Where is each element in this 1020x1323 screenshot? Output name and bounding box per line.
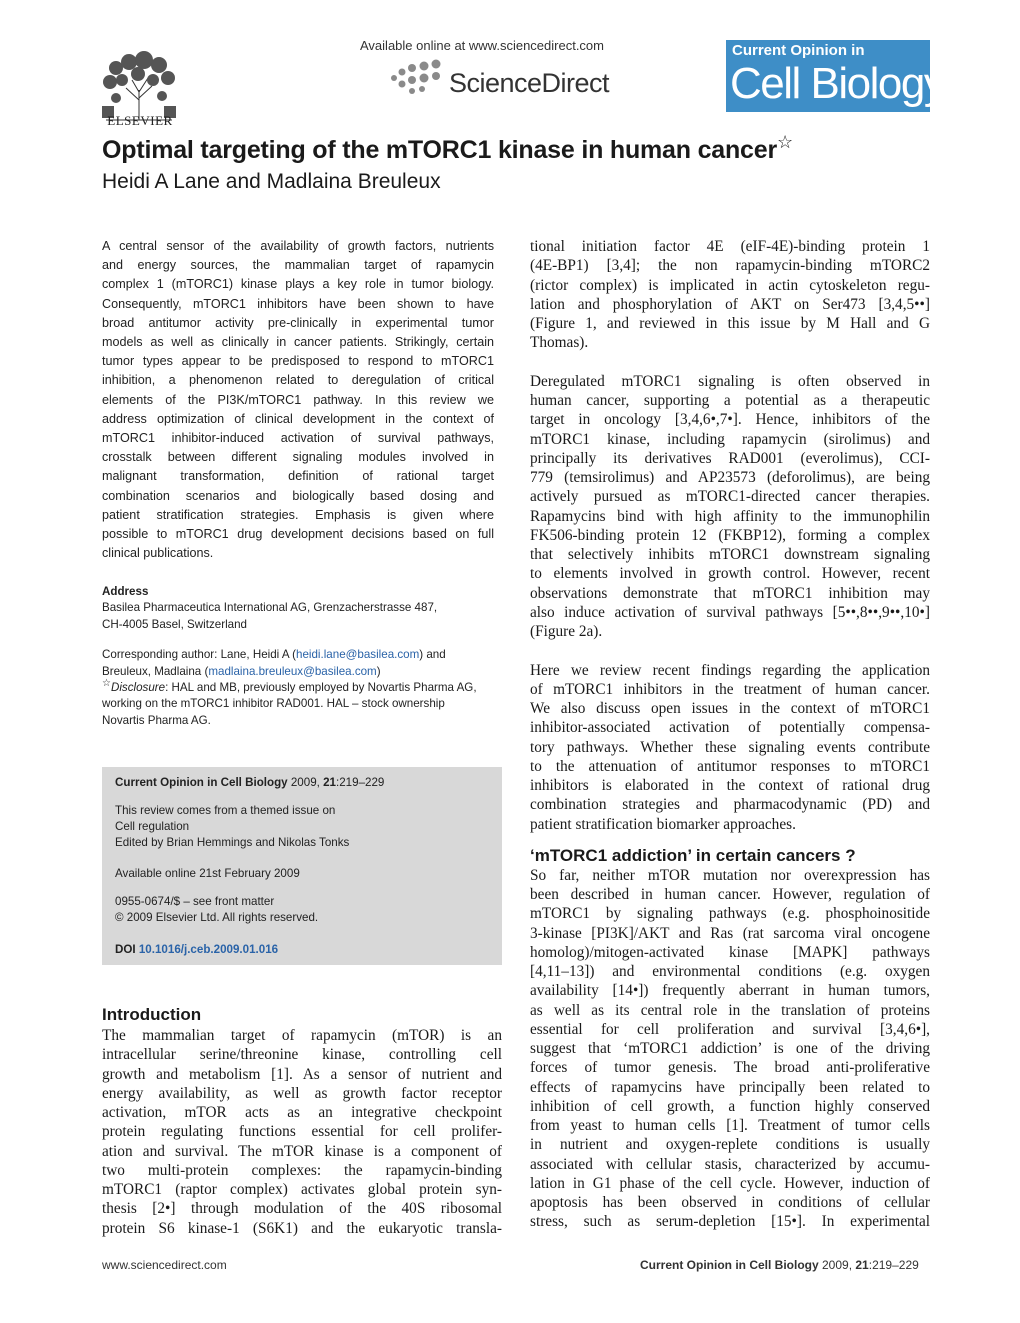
text-line: growth and metabolism [1]. As a sensor of nutrient and (102, 1065, 502, 1083)
text-line: address optimization of clinical development in the context of (102, 411, 494, 426)
text-line: FK506-binding protein 12 (FKBP12), forming a complex (530, 526, 930, 544)
available-online-text[interactable]: Available online at www.sciencedirect.com (360, 38, 604, 53)
text-line: activation, mTOR acts as an integrative checkpoint (102, 1104, 502, 1121)
text-line: from yeast to human cells [1]. Treatment of tumor cells (530, 1117, 930, 1134)
text-line: in nutrient and oxygen-replete conditions is usually (530, 1136, 930, 1154)
text-line: broad antitumor activity pre-clinically in experimental tumor (102, 315, 494, 330)
text-line: patient stratification strategies. Emphasis is given where (102, 507, 494, 522)
address-block (102, 584, 502, 729)
info-pages: :219–229 (336, 776, 385, 789)
paragraph (530, 866, 930, 1232)
address-heading: Address (102, 585, 149, 598)
text-line: clinical publications. (102, 546, 214, 561)
themed-issue: This review comes from a themed issue on (115, 804, 336, 817)
disclosure-text: Novartis Pharma AG. (102, 713, 211, 727)
article-authors: Heidi A Lane and Madlaina Breuleux (102, 170, 441, 193)
paragraph (530, 237, 930, 353)
footer-pages: :219–229 (868, 1258, 919, 1272)
text-line: and energy sources, the mammalian target of rapamycin (102, 258, 494, 273)
footer-journal: Current Opinion in Cell Biology (640, 1258, 819, 1272)
text-line: 3-kinase [PI3K]/AKT and Ras (rat sarcoma viral oncogene (530, 924, 930, 942)
text-line: apoptosis has been observed in conditions of cellular (530, 1194, 930, 1211)
doi-label: DOI (115, 943, 136, 956)
text-line: inhibition, a phenomenon related to deregulation of critical (102, 373, 494, 388)
right-column (530, 237, 930, 1232)
text-line: Consequently, mTORC1 inhibitors have been shown to have (102, 296, 494, 311)
text-line: protein regulating functions essential for cell prolifer- (102, 1123, 502, 1141)
journal-logo-bottom: Cell Biology (730, 59, 945, 108)
journal-logo-box (726, 40, 945, 112)
disclosure-text: working on the mTORC1 inhibitor RAD001. HAL – stock ownership (102, 697, 445, 711)
sciencedirect-dots-logo-icon (386, 58, 446, 98)
disclosure (102, 680, 502, 696)
text-line: mTORC1 inhibitor-induced activation of survival pathways, (102, 431, 494, 446)
text-line: ation and survival. The mTOR kinase is a component of (102, 1142, 502, 1160)
text-line: 779 (temsirolimus) and AP23573 (deforolimus), are being (530, 469, 930, 486)
section-heading: ‘mTORC1 addiction’ in certain cancers ? (530, 845, 856, 865)
text-line: been described in human cancer. However, regulation of (530, 886, 930, 903)
disclosure-label: Disclosure (110, 681, 166, 695)
footer-website[interactable]: www.sciencedirect.com (102, 1258, 227, 1272)
text-line: (rictor complex) is implicated in actin cytoskeleton regu- (530, 276, 930, 294)
email-link[interactable]: madlaina.breuleux@basilea.com (208, 664, 377, 678)
text-line: The mammalian target of rapamycin (mTOR) is an (102, 1027, 502, 1044)
address-line: CH-4005 Basel, Switzerland (102, 617, 247, 631)
text-line: forces of tumor genesis. The broad anti-proliferative (530, 1059, 930, 1077)
text-line: So far, neither mTOR mutation nor overexpression has (530, 866, 930, 884)
text-line: crosstalk between different signaling modules involved in (102, 450, 494, 465)
sciencedirect-name: ScienceDirect (449, 68, 610, 98)
editors: Edited by Brian Hemmings and Nikolas Tonks (115, 836, 350, 849)
text-line: lation in G1 phase of the cell cycle. However, induction of (530, 1174, 930, 1192)
available-date: Available online 21st February 2009 (115, 867, 300, 880)
text-line: [4,11–13]) and environmental conditions (e.g. oxygen (530, 963, 930, 980)
text-line: effects of rapamycins have principally been related to (530, 1078, 930, 1096)
text-line: target in oncology [3,4,6•,7•]. Hence, inhibitors of the (530, 411, 930, 429)
doi-link[interactable]: 10.1016/j.ceb.2009.01.016 (138, 943, 279, 956)
info-year: 2009, (287, 776, 324, 789)
text-line: tumor types appear to be predisposed to respond to mTORC1 (102, 354, 494, 369)
paragraph (530, 372, 930, 642)
corr-end: ) (376, 664, 381, 678)
text-line: (4E-BP1) [3,4]; the non rapamycin-binding mTORC2 (530, 257, 930, 275)
text-line: stress, such as serum-depletion [15•]. In experimental (530, 1213, 930, 1231)
text-line: Thomas). (530, 334, 589, 352)
text-line: combination scenarios and biologically based dosing and (102, 488, 494, 503)
text-line: A central sensor of the availability of growth factors, nutrients (102, 239, 494, 253)
text-line: availability [14•]) frequently aberrant in human tumors, (530, 982, 930, 1000)
info-volume: 21 (323, 776, 336, 789)
text-line: (Figure 1, and reviewed in this issue by M Hall and G (530, 315, 930, 332)
themed-issue-topic: Cell regulation (115, 820, 190, 833)
text-line: homolog)/mitogen-activated kinase [MAPK] pathways (530, 943, 930, 961)
text-line: of mTORC1 inhibitors in the treatment of human cancer. (530, 680, 930, 698)
text-line: inhibitor-associated activation of potentially compensa- (530, 719, 930, 737)
introduction-text (102, 1026, 502, 1238)
text-line: human cancer, supporting a potential as a therapeutic (530, 392, 930, 409)
email-link[interactable]: heidi.lane@basilea.com (296, 648, 420, 662)
text-line: two multi-protein complexes: the rapamycin-binding (102, 1161, 502, 1179)
footer-year: 2009, (818, 1258, 856, 1272)
journal-logo-top: Current Opinion in (732, 42, 865, 59)
text-line: (Figure 2a). (530, 623, 603, 640)
text-line: energy availability, as well as growth factor receptor (102, 1084, 502, 1102)
text-line: tional initiation factor 4E (eIF-4E)-binding protein 1 (530, 238, 930, 255)
doi (115, 942, 278, 958)
footer-volume: 21 (855, 1258, 869, 1272)
disclosure-text: : HAL and MB, previously employed by Novartis Pharma AG, (165, 681, 477, 695)
text-line: associated with cellular stasis, characterized by accumu- (530, 1155, 930, 1173)
text-line: mTORC1 (raptor complex) activates global protein syn- (102, 1181, 502, 1198)
title-star-icon[interactable]: ☆ (777, 132, 793, 152)
text-line: mTORC1 kinase, including rapamycin (sirolimus) and (530, 430, 930, 448)
text-line: Here we review recent findings regarding the application (530, 661, 930, 679)
text-line: mTORC1 by signaling pathways (e.g. phosphoinositide (530, 905, 930, 923)
text-line: essential for cell proliferation and survival [3,4,6•], (530, 1020, 930, 1038)
text-line: principally its derivatives RAD001 (everolimus), CCI- (530, 449, 930, 467)
text-line: actively pursued as mTORC1-directed cancer therapies. (530, 488, 930, 506)
text-line: that selectively inhibits mTORC1 downstream signaling (530, 546, 930, 563)
text-line: combination strategies and pharmacodynamic (PD) and (530, 796, 930, 814)
footer-citation (640, 1258, 919, 1272)
text-line: malignant transformation, definition of rational target (102, 469, 494, 484)
text-line: patient stratification biomarker approaches. (530, 815, 796, 833)
text-line: inhibitors is elaborated in the context of rational drug (530, 777, 930, 794)
info-journal: Current Opinion in Cell Biology (115, 776, 288, 789)
text-line: Deregulated mTORC1 signaling is often observed in (530, 372, 930, 390)
text-line: tory pathways. Whether these signaling events contribute (530, 738, 930, 756)
corr-mid: ) and (419, 648, 446, 662)
issn: 0955-0674/$ – see front matter (115, 895, 275, 908)
text-line: inhibition of cell growth, a function highly conserved (530, 1097, 930, 1115)
text-line: to the attenuation of antitumor responses to mTORC1 (530, 757, 930, 775)
text-line: protein S6 kinase-1 (S6K1) and the eukaryotic transla- (102, 1219, 502, 1237)
text-line: observations demonstrate that mTORC1 inhibition may (530, 584, 930, 602)
introduction-heading: Introduction (102, 1005, 202, 1024)
address-line: Basilea Pharmaceutica International AG, Grenzacherstrasse 487, (102, 601, 438, 615)
text-line: intracellular serine/threonine kinase, controlling cell (102, 1046, 502, 1064)
text-line: to elements involved in growth control. However, recent (530, 565, 930, 583)
text-line: thesis [2•] through modulation of the 40S ribosomal (102, 1200, 502, 1218)
paragraph (530, 661, 930, 834)
corresponding-author (102, 647, 502, 663)
text-line: We also discuss open issues in the context of mTORC1 (530, 700, 930, 717)
text-line: lation and phosphorylation of AKT on Ser473 [3,4,5••] (530, 295, 930, 313)
disclosure-star-icon: ☆ (102, 678, 111, 690)
copyright: © 2009 Elsevier Ltd. All rights reserved. (115, 911, 319, 924)
article-title-text: Optimal targeting of the mTORC1 kinase in human cancer (102, 136, 777, 164)
text-line: complex 1 (mTORC1) kinase plays a key role in tumor biology. (102, 277, 494, 292)
article-info-box (102, 767, 502, 965)
text-line: also induce activation of survival pathways [5••,8••,9••,10•] (530, 603, 930, 621)
corr-name2: Breuleux, Madlaina ( (102, 664, 209, 678)
info-citation (115, 775, 384, 791)
article-title (102, 132, 793, 165)
corr-prefix: Corresponding author: Lane, Heidi A ( (102, 648, 296, 662)
publisher-name: ELSEVIER (107, 113, 173, 128)
text-line: possible to mTORC1 drug development decisions based on full (102, 527, 494, 542)
abstract (102, 237, 494, 563)
text-line: suggest that ‘mTORC1 addiction’ is one of the driving (530, 1040, 930, 1057)
text-line: as well as its central role in the translation of proteins (530, 1001, 930, 1019)
text-line: Rapamycins bind with high affinity to the immunophilin (530, 507, 930, 525)
text-line: elements of the PI3K/mTORC1 pathway. In this review we (102, 392, 494, 407)
text-line: models as well as clinically in cancer patients. Strikingly, certain (102, 335, 494, 350)
corresponding-author-2 (102, 664, 502, 680)
